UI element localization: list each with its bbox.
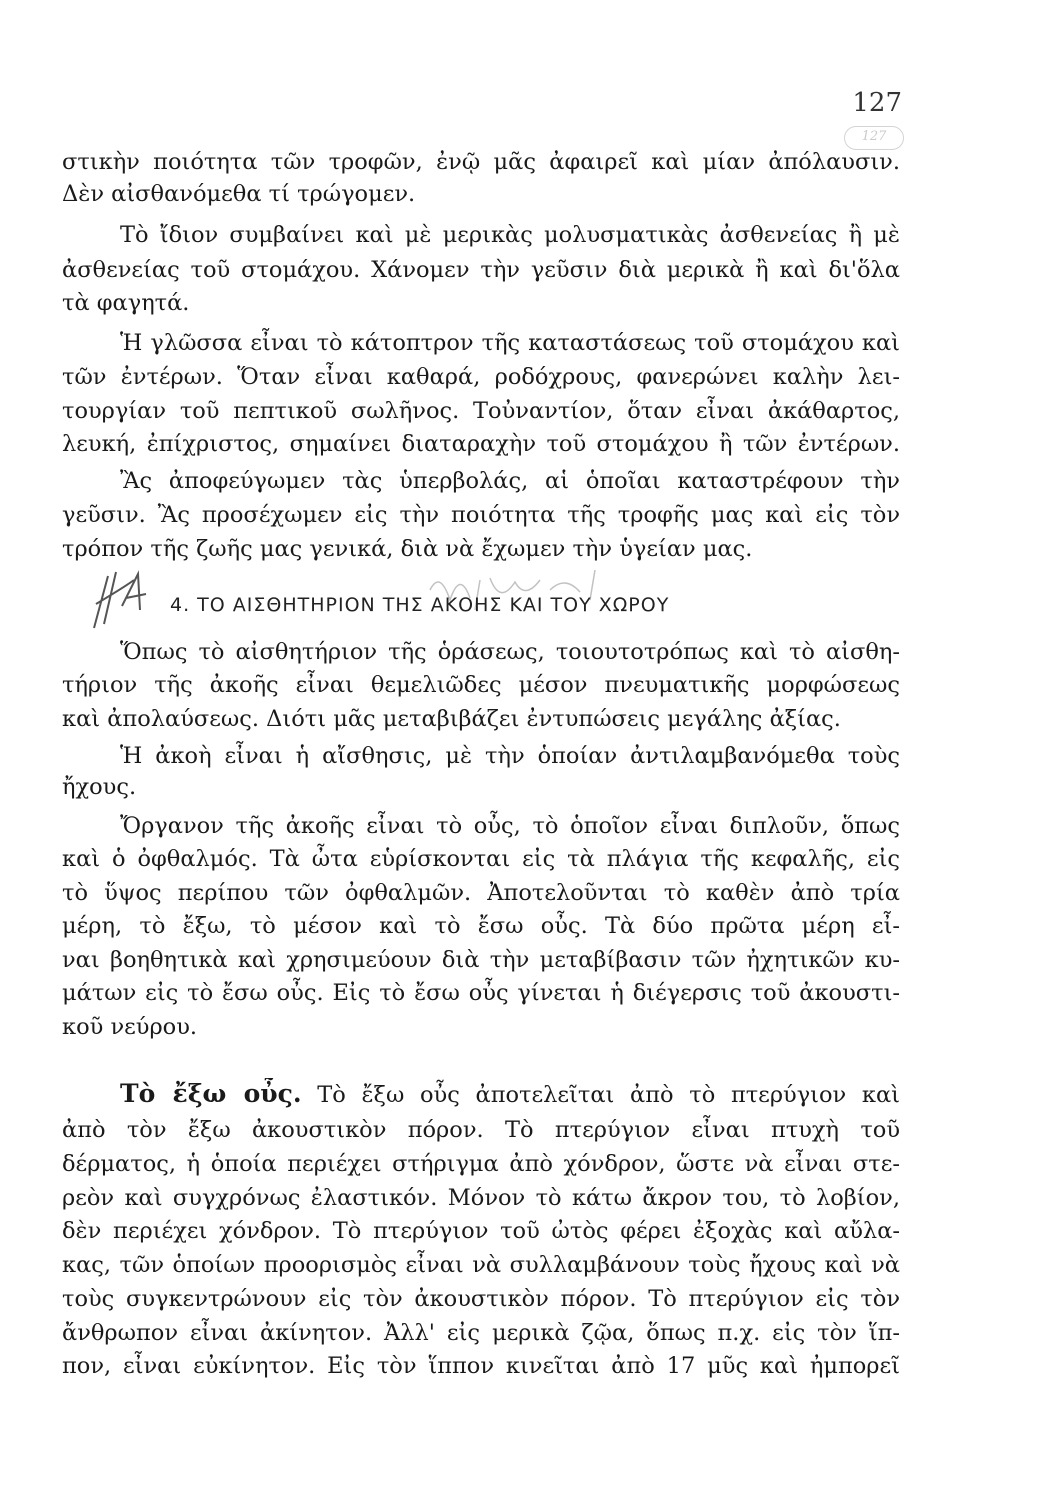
text-line: καὶ ἀπολαύσεως. Διότι μᾶς μεταβιβάζει ἐντυπώσεις μεγάλης ἀξίας. (62, 706, 841, 732)
text-line: δὲν περιέχει χόνδρον. Τὸ πτερύγιον τοῦ ὠτὸς φέρει ἐξοχὰς καὶ αὔλα- (62, 1218, 900, 1244)
text-line: ἤχους. (62, 774, 137, 800)
text-line: δέρματος, ἡ ὁποία περιέχει στήριγμα ἀπὸ χόνδρον, ὥστε νὰ εἶναι στε- (62, 1151, 900, 1177)
section-first-line (120, 1078, 900, 1111)
text-line: ἀσθενείας τοῦ στομάχου. Χάνομεν τὴν γεῦσιν διὰ μερικὰ ἢ καὶ δι'ὅλα (62, 257, 900, 283)
text-line: Ἂς ἀποφεύγωμεν τὰς ὑπερβολάς, αἱ ὁποῖαι καταστρέφουν τὴν (120, 468, 900, 494)
text-line: γεῦσιν. Ἂς προσέχωμεν εἰς τὴν ποιότητα τῆς τροφῆς μας καὶ εἰς τὸν (62, 502, 900, 528)
text-line: μάτων εἰς τὸ ἔσω οὖς. Εἰς τὸ ἔσω οὖς γίνεται ἡ διέγερσις τοῦ ἀκουστι- (62, 980, 900, 1006)
section-heading: 4. ΤΟ ΑΙΣΘΗΤΗΡΙΟΝ ΤΗΣ ΑΚΟΗΣ ΚΑΙ ΤΟΥ ΧΩΡΟΥ (170, 594, 670, 616)
section-title: Τὸ ἔξω οὖς. (120, 1079, 302, 1108)
text-line: τῶν ἐντέρων. Ὅταν εἶναι καθαρά, ροδόχρους, φανερώνει καλὴν λει- (62, 364, 900, 390)
text-line: Δὲν αἰσθανόμεθα τί τρώγομεν. (62, 181, 416, 207)
text-line: ρεὸν καὶ συγχρόνως ἐλαστικόν. Μόνον τὸ κάτω ἄκρον του, τὸ λοβίον, (62, 1185, 900, 1211)
text-line: μέρη, τὸ ἔξω, τὸ μέσον καὶ τὸ ἔσω οὖς. Τὰ δύο πρῶτα μέρη εἶ- (62, 913, 900, 939)
text-line: ἄνθρωπον εἶναι ἀκίνητον. Ἀλλ' εἰς μερικὰ ζῷα, ὅπως π.χ. εἰς τὸν ἵπ- (62, 1320, 900, 1346)
text-line: Τὸ ἴδιον συμβαίνει καὶ μὲ μερικὰς μολυσματικὰς ἀσθενείας ἢ μὲ (120, 222, 900, 248)
text-line: Ἡ ἀκοὴ εἶναι ἡ αἴσθησις, μὲ τὴν ὁποίαν ἀντιλαμβανόμεθα τοὺς (120, 743, 900, 769)
text-line: τοὺς συγκεντρώνουν εἰς τὸν ἀκουστικὸν πόρον. Τὸ πτερύγιον εἰς τὸν (62, 1286, 900, 1312)
text-line: Ἡ γλῶσσα εἶναι τὸ κάτοπτρον τῆς καταστάσεως τοῦ στομάχου καὶ (120, 330, 900, 356)
text-line: τὰ φαγητά. (62, 290, 190, 316)
text-line: ναι βοηθητικὰ καὶ χρησιμεύουν διὰ τὴν μεταβίβασιν τῶν ἠχητικῶν κυ- (62, 947, 900, 973)
text-line: καὶ ὁ ὀφθαλμός. Τὰ ὦτα εὑρίσκονται εἰς τὰ πλάγια τῆς κεφαλῆς, εἰς (62, 846, 900, 872)
text-line: Ὄργανον τῆς ἀκοῆς εἶναι τὸ οὖς, τὸ ὁποῖον εἶναι διπλοῦν, ὅπως (120, 813, 900, 839)
text-line: στικὴν ποιότητα τῶν τροφῶν, ἐνῷ μᾶς ἀφαιρεῖ καὶ μίαν ἀπόλαυσιν. (62, 149, 900, 175)
text-line: Ὅπως τὸ αἰσθητήριον τῆς ὁράσεως, τοιουτοτρόπως καὶ τὸ αἰσθη- (120, 639, 900, 665)
text-line: κας, τῶν ὁποίων προορισμὸς εἶναι νὰ συλλαμβάνουν τοὺς ἤχους καὶ νὰ (62, 1252, 900, 1278)
section-first-line-text: Τὸ ἔξω οὖς ἀποτελεῖται ἀπὸ τὸ πτερύγιον καὶ (317, 1082, 900, 1108)
page-number: 127 (852, 88, 902, 118)
text-line: τήριον τῆς ἀκοῆς εἶναι θεμελιῶδες μέσον πνευματικῆς μορφώσεως (62, 672, 900, 698)
text-line: τὸ ὕψος περίπου τῶν ὀφθαλμῶν. Ἀποτελοῦνται τὸ καθὲν ἀπὸ τρία (62, 880, 900, 906)
text-line: τουργίαν τοῦ πεπτικοῦ σωλῆνος. Τοὐναντίον, ὅταν εἶναι ἀκάθαρτος, (62, 398, 900, 424)
text-line: λευκή, ἐπίχριστος, σημαίνει διαταραχὴν τοῦ στομάχου ἢ τῶν ἐντέρων. (62, 431, 900, 457)
text-line: ἀπὸ τὸν ἔξω ἀκουστικὸν πόρον. Τὸ πτερύγιον εἶναι πτυχὴ τοῦ (62, 1117, 900, 1143)
text-line: τρόπον τῆς ζωῆς μας γενικά, διὰ νὰ ἔχωμεν τὴν ὑγείαν μας. (62, 536, 753, 562)
text-line: κοῦ νεύρου. (62, 1014, 198, 1040)
text-line: πον, εἶναι εὐκίνητον. Εἰς τὸν ἵππον κινεῖται ἀπὸ 17 μῦς καὶ ἠμπορεῖ (62, 1353, 900, 1379)
stamp-mark: 127 (844, 126, 904, 150)
